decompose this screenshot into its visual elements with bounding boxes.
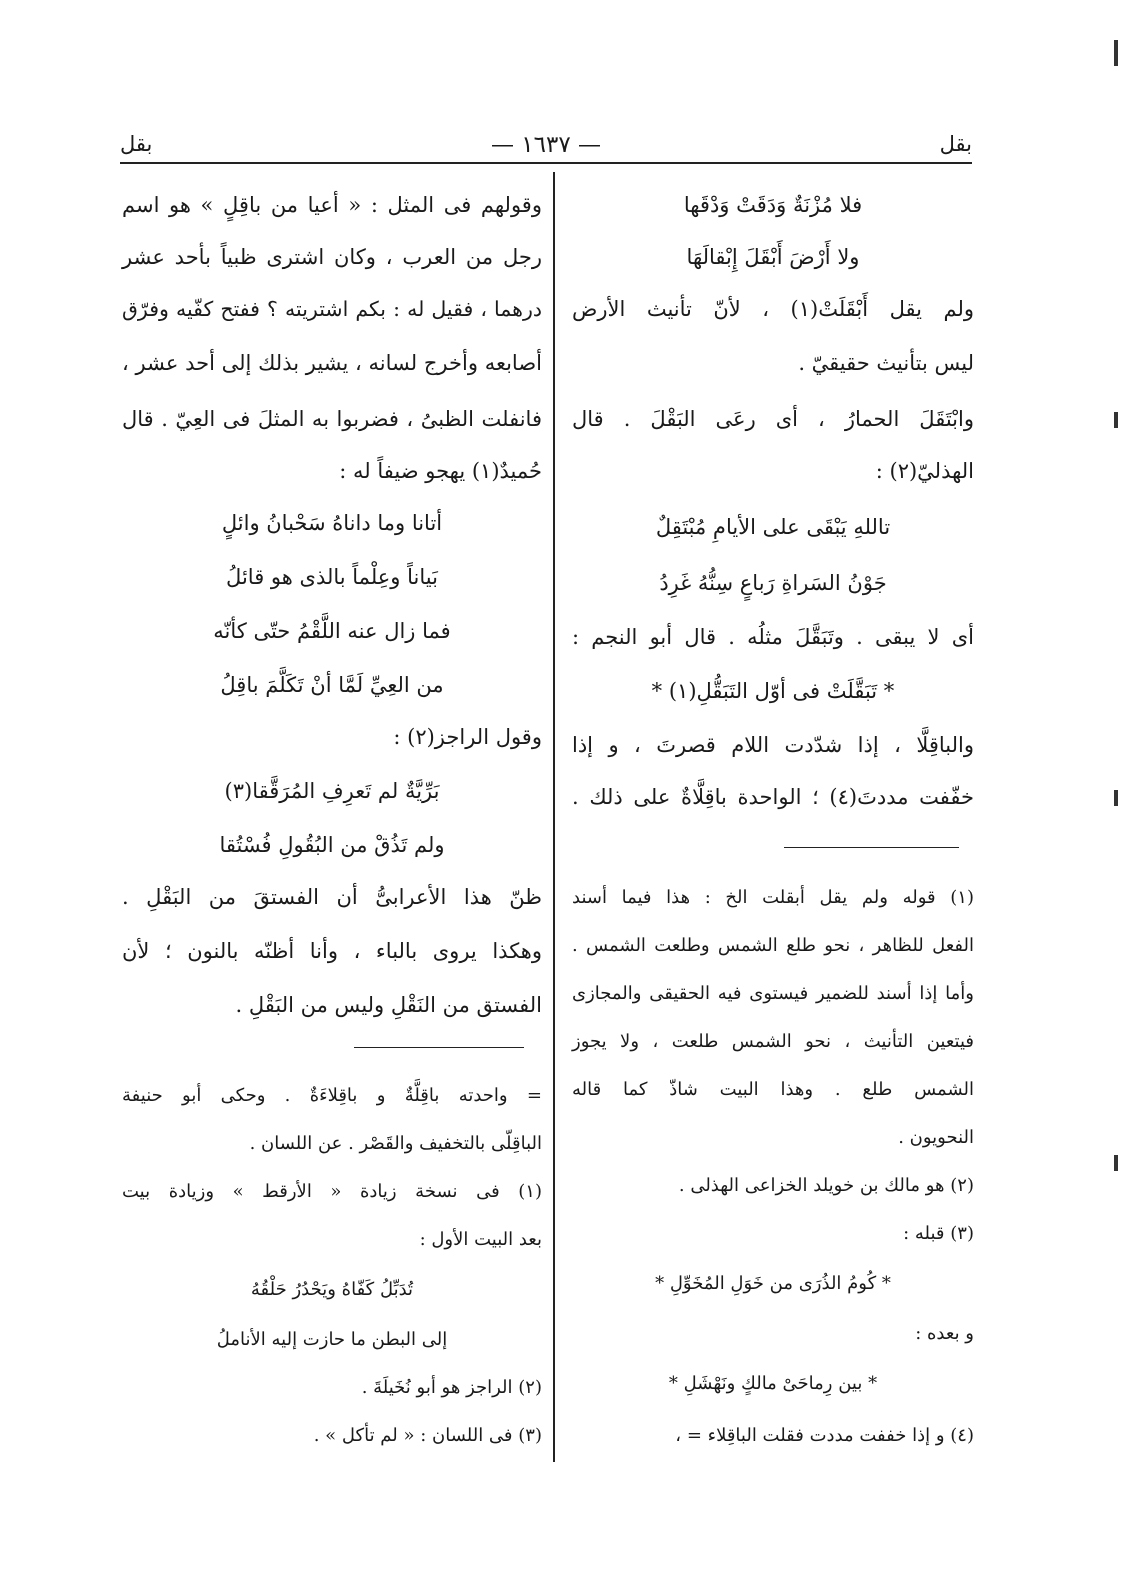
header-rule	[120, 162, 972, 164]
footnote-line: و بعده :	[915, 1323, 974, 1344]
verse-line: ولا أَرْضَ أَبْقَلَ إِبْقالَهَا	[686, 245, 860, 269]
text-line: وابْتَقَلَ الحمارُ ، أى رعَى البَقْلَ . قال	[572, 407, 974, 431]
verse-line: * تَبَقَّلَتْ فى أوّل التَبَقُّلِ(١) *	[651, 679, 895, 703]
footnote-verse: إلى البطن ما حازت إليه الأناملُ	[216, 1329, 448, 1350]
footnote-line: وأما إذا أسند للضمير فيستوى فيه الحقيقى والمجازى	[572, 983, 974, 1004]
footnote-line: فيتعين التأنيث ، نحو الشمس طلعت ، ولا يجوز	[572, 1031, 974, 1052]
footnote-verse: * بين رِماحَىْ مالكٍ ونَهْشَلِ *	[668, 1373, 878, 1394]
column-divider	[553, 172, 555, 1462]
page-edge-mark	[1114, 790, 1118, 806]
footnote-line: الباقِلّى بالتخفيف والقَصْر . عن اللسان .	[249, 1133, 542, 1154]
text-line: خفّفت مددتَ(٤) ؛ الواحدة باقِلَّاةٌ على ذلك .	[572, 785, 974, 809]
footnote-verse: تُدَبِّلُ كَفّاهُ ويَحْدُرُ حَلْقُهُ	[250, 1279, 414, 1300]
text-line: ولم يقل أَبْقَلَتْ(١) ، لأنّ تأنيث الأرض	[572, 297, 974, 321]
text-line: ظنّ هذا الأعرابىُّ أن الفستقَ من البَقْلِ .	[122, 885, 542, 909]
text-line: وهكذا يروى بالباء ، وأنا أظنّه بالنون ؛ لأن	[122, 939, 542, 963]
verse-line: فلا مُزْنَةٌ وَدَقَتْ وَدْقَها	[683, 193, 863, 217]
text-line: فانفلت الظبىُ ، فضربوا به المثلَ فى العِيّ . قال	[122, 407, 542, 431]
footnote-line: (٤) و إذا خففت مددت فقلت الباقِلاء = ،	[675, 1425, 974, 1446]
text-line: والباقِلَّا ، إذا شدّدت اللام قصرتَ ، و إذا	[572, 733, 974, 757]
verse-line: بَياناً وعِلْماً بالذى هو قائلُ	[226, 565, 438, 589]
page-edge-mark	[1114, 412, 1118, 428]
verse-line: تاللهِ يَبْقَى على الأيامِ مُبْتَقِلٌ	[655, 515, 891, 539]
text-line: درهما ، فقيل له : بكم اشتريته ؟ ففتح كفّيه وفرّق	[122, 297, 542, 321]
text-line: حُميدٌ(١) يهجو ضيفاً له :	[339, 459, 542, 483]
page-edge-mark	[1114, 1155, 1118, 1171]
verse-line: ولم تَذُقْ من البُقُولِ فُسْتُقا	[219, 833, 445, 857]
footnote-line: (٢) الراجز هو أبو نُخَيلَةَ .	[361, 1377, 542, 1398]
footnote-separator	[354, 1047, 524, 1048]
verse-line: بَرِّيَّةٌ لم تَعرِفِ المُرَقَّقا(٣)	[224, 779, 440, 803]
verse-line: من العِيِّ لَمَّا أنْ تَكَلَّمَ باقِلُ	[220, 673, 444, 697]
header-keyword-right: بقل	[939, 132, 972, 156]
footnote-line: الشمس طلع . وهذا البيت شاذّ كما قاله	[572, 1079, 974, 1100]
page-number: — ١٦٣٧ —	[490, 132, 602, 158]
footnote-separator	[784, 847, 959, 848]
verse-line: فما زال عنه اللَّقْمُ حتّى كأنّه	[213, 619, 451, 643]
verse-line: جَوْنُ السَراةِ رَباعٍ سِنُّهُ غَرِدُ	[659, 571, 887, 595]
verse-line: أتانا وما داناهُ سَحْبانُ وائلٍ	[221, 511, 443, 535]
text-line: الهذليّ(٢) :	[875, 459, 974, 483]
header-keyword-left: بقل	[120, 132, 153, 156]
footnote-line: (٢) هو مالك بن خويلد الخزاعى الهذلى .	[678, 1175, 974, 1196]
text-line: أى لا يبقى . وتَبَقَّلَ مثلُه . قال أبو النجم :	[572, 625, 974, 649]
footnote-line: بعد البيت الأول :	[419, 1229, 542, 1250]
footnote-line: = واحدته باقِلَّةٌ و باقِلاءَةٌ . وحكى أبو حنيفة	[122, 1085, 542, 1106]
text-line: الفستق من النَقْلِ وليس من البَقْلِ .	[235, 993, 542, 1017]
text-line: وقولهم فى المثل : « أعيا من باقِلٍ » هو اسم	[122, 193, 542, 217]
text-line: رجل من العرب ، وكان اشترى ظبياً بأحد عشر	[122, 245, 542, 269]
page-edge-mark	[1114, 40, 1118, 66]
text-line: ليس بتأنيث حقيقيّ .	[798, 351, 974, 375]
footnote-line: (٣) قبله :	[903, 1223, 974, 1244]
footnote-line: النحويون .	[898, 1127, 974, 1148]
footnote-line: (١) فى نسخة زيادة « الأرقط » وزيادة بيت	[122, 1181, 542, 1202]
footnote-line: الفعل للظاهر ، نحو طلع الشمس وطلعت الشمس .	[572, 935, 974, 956]
footnote-line: (١) قوله ولم يقل أبقلت الخ : هذا فيما أسند	[572, 887, 974, 908]
text-line: وقول الراجز(٢) :	[393, 725, 542, 749]
footnote-line: (٣) فى اللسان : « لم تأكل » .	[313, 1425, 542, 1446]
running-header	[120, 132, 972, 162]
footnote-verse: * كُومُ الذُرَى من خَوَلِ المُخَوِّلِ *	[655, 1273, 891, 1294]
text-line: أصابعه وأخرج لسانه ، يشير بذلك إلى أحد عشر ،	[122, 351, 542, 375]
